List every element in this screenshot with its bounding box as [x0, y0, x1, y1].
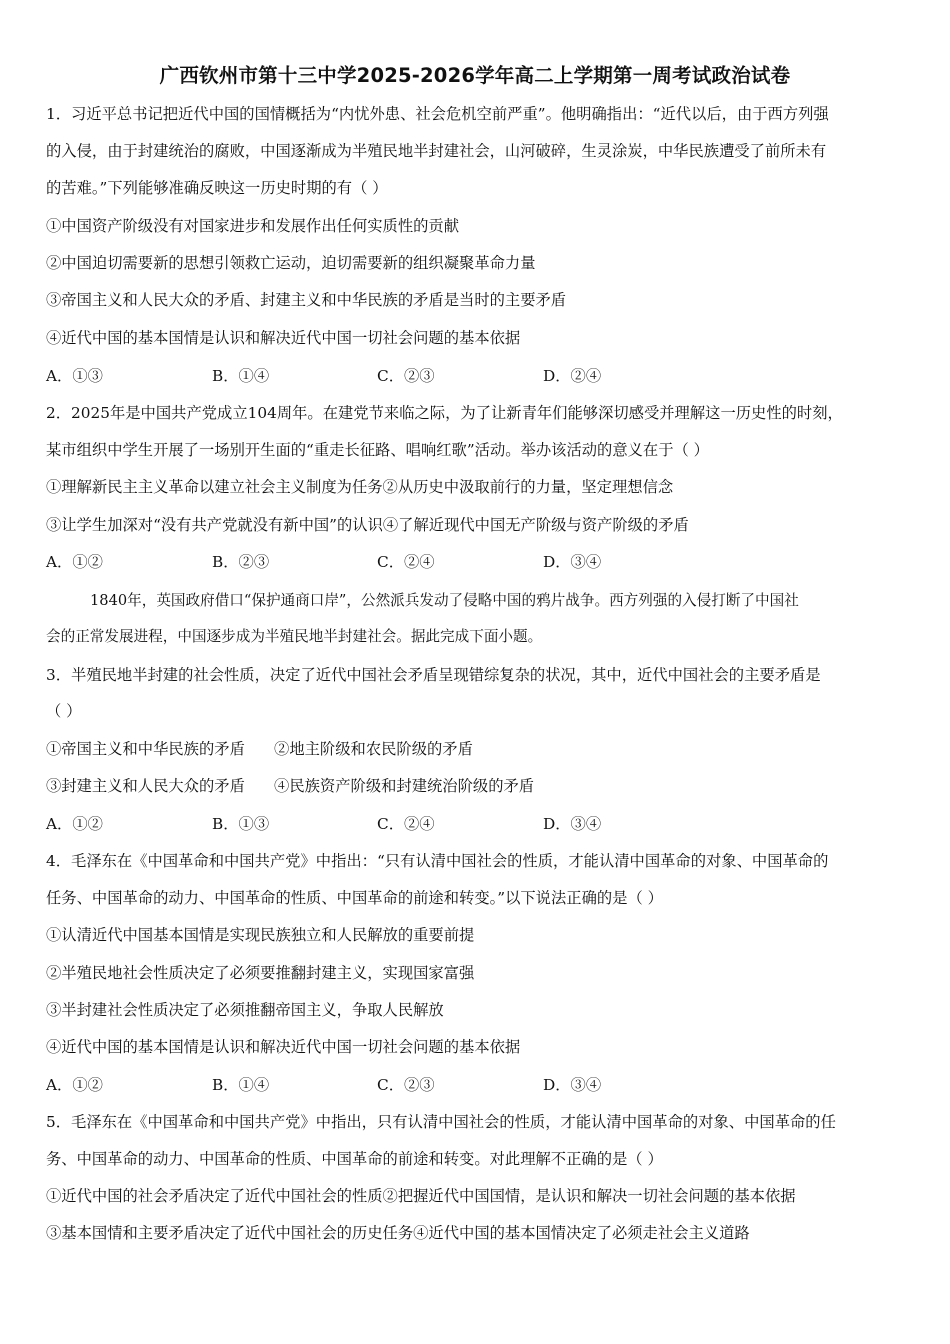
question-1-option-d: D．②④ — [543, 367, 602, 385]
question-1-option-b: B．①④ — [212, 367, 270, 385]
question-4-option-d: D．③④ — [543, 1076, 602, 1094]
question-1-option-c: C．②③ — [377, 367, 435, 385]
question-3-option-c: C．②④ — [377, 815, 435, 833]
question-4-statement-1: ①认清近代中国基本国情是实现民族独立和人民解放的重要前提 — [46, 926, 475, 944]
question-4-line-1: 4．毛泽东在《中国革命和中国共产党》中指出：“只有认清中国社会的性质，才能认清中国革命的对象、中国革命的 — [46, 852, 829, 870]
question-5-line-1: 5．毛泽东在《中国革命和中国共产党》中指出，只有认清中国社会的性质，才能认清中国革命的对象、中国革命的任 — [46, 1113, 836, 1131]
question-2-statement-2: ③让学生加深对“没有共产党就没有新中国”的认识④了解近现代中国无产阶级与资产阶级的矛盾 — [46, 516, 689, 534]
question-2-option-c: C．②④ — [377, 553, 435, 571]
question-1-option-a: A．①③ — [46, 367, 103, 385]
question-1-statement-1: ①中国资产阶级没有对国家进步和发展作出任何实质性的贡献 — [46, 217, 460, 235]
question-4-statement-2: ②半殖民地社会性质决定了必须要推翻封建主义，实现国家富强 — [46, 964, 475, 982]
question-1-line-3: 的苦难。”下列能够准确反映这一历史时期的有（ ） — [46, 179, 388, 197]
question-4-statement-3: ③半封建社会性质决定了必须推翻帝国主义，争取人民解放 — [46, 1001, 444, 1019]
question-2-option-b: B．②③ — [212, 553, 270, 571]
question-5-line-2: 务、中国革命的动力、中国革命的性质、中国革命的前途和转变。对此理解不正确的是（ ） — [46, 1150, 663, 1168]
question-5-statement-1: ①近代中国的社会矛盾决定了近代中国社会的性质②把握近代中国国情，是认识和解决一切社会问题的基本依据 — [46, 1187, 796, 1205]
question-4-option-b: B．①④ — [212, 1076, 270, 1094]
question-1-line-2: 的入侵，由于封建统治的腐败，中国逐渐成为半殖民地半封建社会，山河破碎，生灵涂炭，中华民族遭受了前所未有 — [46, 142, 827, 160]
question-1-statement-4: ④近代中国的基本国情是认识和解决近代中国一切社会问题的基本依据 — [46, 329, 521, 347]
question-3-line-1: 3．半殖民地半封建的社会性质，决定了近代中国社会矛盾呈现错综复杂的状况，其中，近代中国社会的主要矛盾是 — [46, 666, 821, 684]
question-4-line-2: 任务、中国革命的动力、中国革命的性质、中国革命的前途和转变。”以下说法正确的是（ ） — [46, 889, 663, 907]
question-2-option-d: D．③④ — [543, 553, 602, 571]
question-3-line-2: （ ） — [46, 702, 82, 720]
exam-title: 广西钦州市第十三中学2025-2026学年高二上学期第一周考试政治试卷 — [159, 64, 791, 87]
question-3-statement-2: ③封建主义和人民大众的矛盾 ④民族资产阶级和封建统治阶级的矛盾 — [46, 777, 535, 795]
question-4-option-a: A．①② — [46, 1076, 103, 1094]
question-3-option-d: D．③④ — [543, 815, 602, 833]
passage-line-1: 1840年，英国政府借口“保护通商口岸”，公然派兵发动了侵略中国的鸦片战争。西方列强的入侵打断了中国社 — [90, 592, 799, 609]
question-3-option-a: A．①② — [46, 815, 103, 833]
question-2-line-2: 某市组织中学生开展了一场别开生面的“重走长征路、唱响红歌”活动。举办该活动的意义在于（ ） — [46, 441, 709, 459]
question-1-statement-3: ③帝国主义和人民大众的矛盾、封建主义和中华民族的矛盾是当时的主要矛盾 — [46, 291, 567, 309]
question-4-statement-4: ④近代中国的基本国情是认识和解决近代中国一切社会问题的基本依据 — [46, 1038, 521, 1056]
question-2-line-1: 2．2025年是中国共产党成立104周年。在建党节来临之际，为了让新青年们能够深切感受并理解这一历史性的时刻， — [46, 404, 843, 422]
question-4-option-c: C．②③ — [377, 1076, 435, 1094]
question-3-statement-1: ①帝国主义和中华民族的矛盾 ②地主阶级和农民阶级的矛盾 — [46, 740, 473, 758]
question-2-statement-1: ①理解新民主主义革命以建立社会主义制度为任务②从历史中汲取前行的力量，坚定理想信念 — [46, 478, 674, 496]
passage-line-2: 会的正常发展进程，中国逐步成为半殖民地半封建社会。据此完成下面小题。 — [46, 628, 543, 645]
question-1-statement-2: ②中国迫切需要新的思想引领救亡运动，迫切需要新的组织凝聚革命力量 — [46, 254, 536, 272]
question-3-option-b: B．①③ — [212, 815, 270, 833]
question-2-option-a: A．①② — [46, 553, 103, 571]
question-5-statement-2: ③基本国情和主要矛盾决定了近代中国社会的历史任务④近代中国的基本国情决定了必须走社会主义道路 — [46, 1224, 750, 1242]
question-1-line-1: 1．习近平总书记把近代中国的国情概括为“内忧外患、社会危机空前严重”。他明确指出：“近代以后，由于西方列强 — [46, 105, 829, 123]
